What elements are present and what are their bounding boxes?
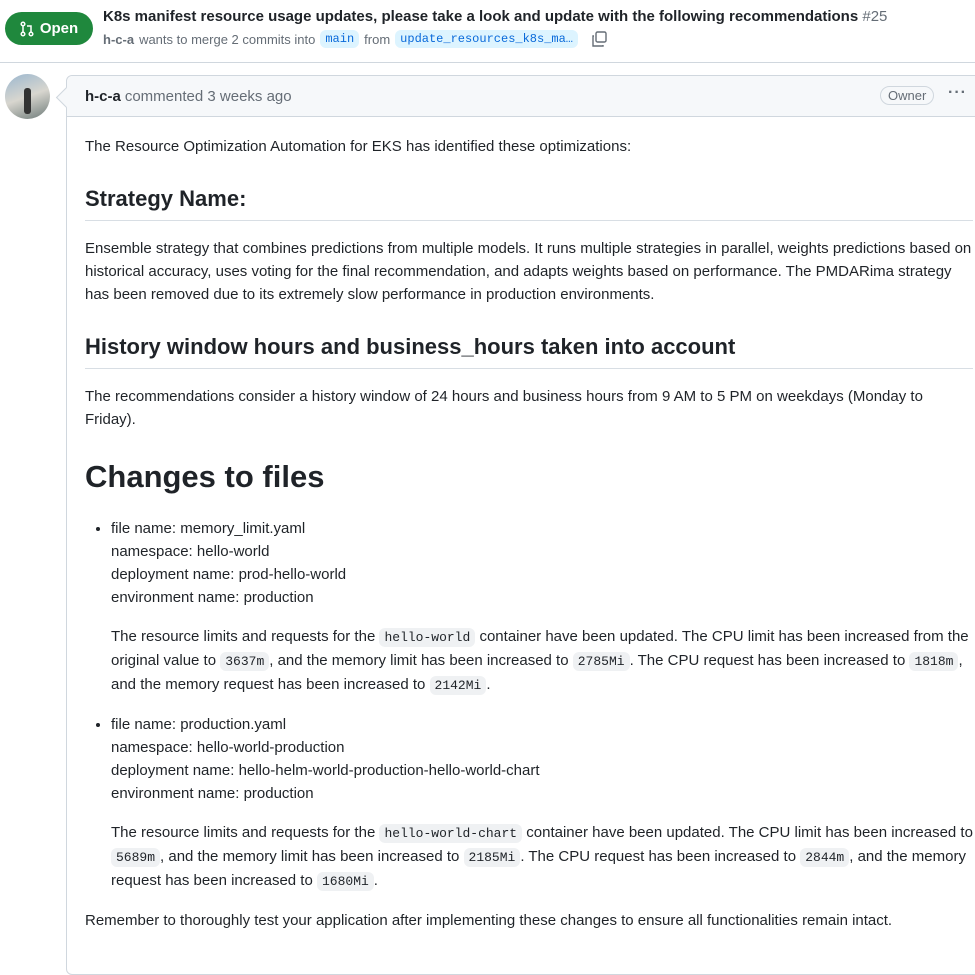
cpu-limit-code: 3637m [220,652,269,671]
text: The resource limits and requests for the [111,824,380,841]
comment-header [67,76,975,117]
environment-name: environment name: production [111,785,314,802]
list-item [111,517,973,697]
owner-badge: Owner [880,86,934,105]
change-description [111,625,973,697]
cpu-request-code: 1818m [909,652,958,671]
pr-state-label: Open [39,20,79,37]
file-name: • file name: production.yaml [111,716,287,733]
text: container have been updated. The CPU limit has been increased to [522,824,973,841]
deployment-name: deployment name: prod-hello-world [111,566,347,583]
namespace: namespace: hello-world [111,543,270,560]
text: . The CPU request has been increased to [629,652,910,669]
text: , and the memory limit has been increased to [269,652,573,669]
memory-limit-code: 2185Mi [464,848,521,867]
pr-merge-info [103,30,607,48]
copy-icon[interactable] [591,31,607,47]
kebab-menu-icon[interactable]: ··· [948,84,967,101]
pr-title [103,8,887,25]
file-name: • file name: memory_limit.yaml [111,520,306,537]
pr-number: #25 [862,8,888,25]
text: . The CPU request has been increased to [520,848,801,865]
comment-author-link[interactable]: h-c-a [85,87,121,105]
avatar[interactable] [5,74,50,119]
pr-state-badge [5,12,93,45]
cpu-request-code: 2844m [800,848,849,867]
container-code: hello-world [379,628,475,647]
memory-request-code: 1680Mi [317,872,374,891]
intro-text: The Resource Optimization Automation for EKS has identified these optimizations: [85,138,632,155]
changes-heading: Changes to files [85,459,325,494]
base-branch[interactable]: main [320,30,359,48]
text: . [486,676,491,693]
comment-body [67,117,973,932]
pr-header [0,0,975,63]
comment-timestamp[interactable]: commented 3 weeks ago [124,87,292,105]
memory-request-code: 2142Mi [430,676,487,695]
git-pull-request-icon [20,21,34,37]
comment-box [66,75,975,975]
environment-name: environment name: production [111,589,314,606]
from-text: from [364,31,391,47]
head-branch[interactable]: update_resources_k8s_ma… [395,30,578,48]
strategy-heading: Strategy Name: [85,185,973,221]
history-text: The recommendations consider a history window of 24 hours and business hours from 9 AM to 5 PM on weekdays (Monday to Friday). [85,388,923,428]
text: The resource limits and requests for the [111,628,380,645]
pr-author-link[interactable]: h-c-a [103,31,135,47]
merge-text: wants to merge 2 commits into [139,31,316,47]
list-item [111,713,973,893]
namespace: namespace: hello-world-production [111,739,345,756]
container-code: hello-world-chart [379,824,522,843]
text: . [373,872,378,889]
cpu-limit-code: 5689m [111,848,160,867]
text: , and the memory limit has been increased to [160,848,464,865]
text: , and the memory request has been increased to [111,848,966,889]
text: , and the memory request has been increased to [111,652,963,693]
strategy-text: Ensemble strategy that combines predictions from multiple models. It runs multiple strategies in parallel, weights predictions based on historical accuracy, uses voting for the final recommendation, and adapts weights based on performance. The PMDARima strategy has been removed due to its extremely slow performance in production environments. [85,240,972,303]
file-list [85,517,973,893]
pr-title-text: K8s manifest resource usage updates, please take a look and update with the following recommendations [103,8,859,25]
memory-limit-code: 2785Mi [573,652,630,671]
deployment-name: deployment name: hello-helm-world-production-hello-world-chart [111,762,540,779]
closing-text: Remember to thoroughly test your application after implementing these changes to ensure all functionalities remain intact. [85,912,893,929]
text: container have been updated. The CPU limit has been increased from the original value to [111,628,969,669]
change-description [111,821,973,893]
history-heading: History window hours and business_hours taken into account [85,333,973,369]
